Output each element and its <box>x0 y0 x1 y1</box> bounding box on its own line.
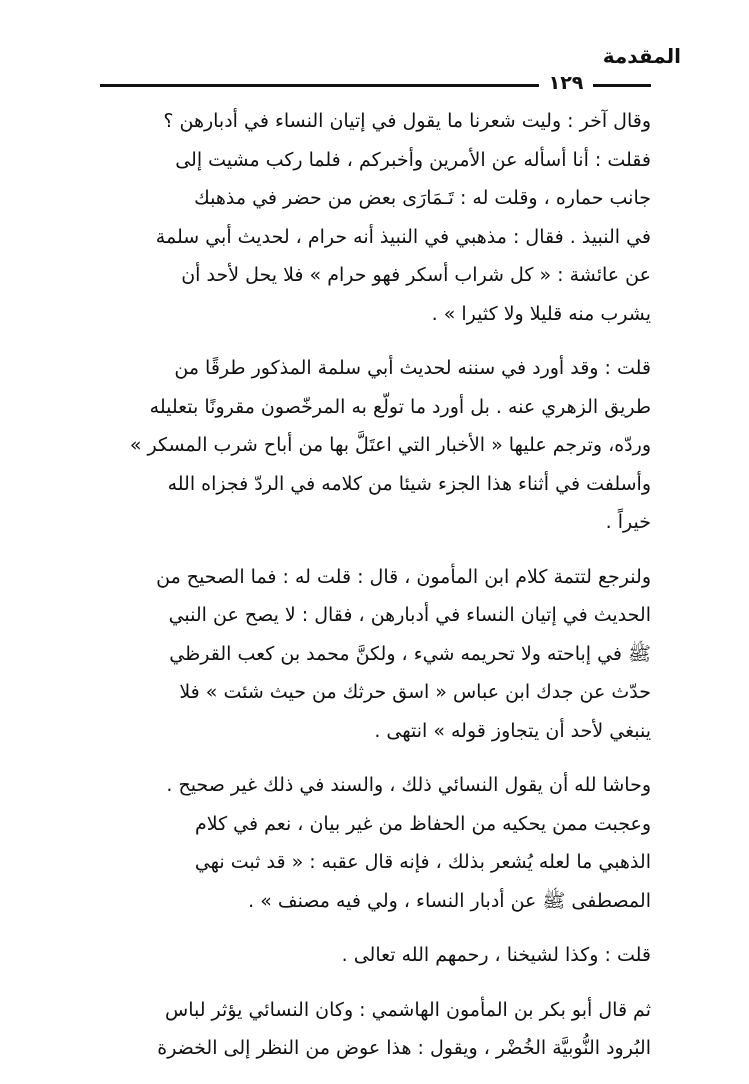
text-line: جانب حماره ، وقلت له : تَـمَارَى بعض من حضر في مذهبك <box>194 187 651 209</box>
text-line: قلت : وقد أورد في سننه لحديث أبي سلمة المذكور طرقًا من <box>174 357 651 379</box>
header-rule-left-line <box>100 84 539 87</box>
text-line: الحديث في إتيان النساء في أدبارهن ، فقال : لا يصح عن النبي <box>168 604 651 626</box>
text-line: وأسلفت في أثناء هذا الجزء شيئا من كلامه في الردّ فجزاه الله <box>167 472 651 495</box>
text-line: فقلت : أنا أسأله عن الأمرين وأخبركم ، فلما ركب مشيت إلى <box>175 148 651 171</box>
paragraph <box>101 349 651 542</box>
text-line: وعجبت ممن يحكيه من الحفاظ من غير بيان ، نعم في كلام <box>195 812 651 835</box>
text-line: في النبيذ . فقال : مذهبي في النبيذ أنه حرام ، لحديث أبي سلمة <box>155 225 651 248</box>
text-line: وقال آخر : وليت شعرنا ما يقول في إتيان النساء في أدبارهن ؟ <box>163 110 651 132</box>
text-line: ولنرجع لتتمة كلام ابن المأمون ، قال : قلت له : فما الصحيح من <box>156 565 651 588</box>
text-line: ﷺ في إباحته ولا تحريمه شيء ، ولكنَّ محمد بن كعب القرظي <box>169 642 651 665</box>
header-rule <box>100 74 651 96</box>
page-number: ١٢٩ <box>548 72 584 94</box>
paragraph <box>101 766 651 920</box>
text-line: عن عائشة : « كل شراب أسكر فهو حرام » فلا يحل لأحد أن <box>181 264 651 286</box>
paragraph <box>101 558 651 751</box>
text-line: وردّه، وترجم عليها « الأخبار التي اعتَلَّ بها من أباح شرب المسكر » <box>129 434 651 456</box>
paragraph <box>101 102 651 333</box>
text-line: ينبغي لأحد أن يتجاوز قوله » انتهى . <box>374 719 651 742</box>
text-line: خيراً . <box>605 511 651 533</box>
running-header-title: المقدمة <box>602 44 681 68</box>
body-text <box>101 102 651 1084</box>
text-line: المصطفى ﷺ عن أدبار النساء ، ولي فيه مصنف » . <box>248 889 651 912</box>
text-line: الذهبي ما لعله يُشعر بذلك ، فإنه قال عقبه : « قد ثبت نهي <box>194 851 651 873</box>
paragraph <box>101 991 651 1068</box>
text-line: حدّث عن جدك ابن عباس « اسق حرثك من حيث شئت » فلا <box>179 681 651 703</box>
text-line: قلت : وكذا لشيخنا ، رحمهم الله تعالى . <box>341 944 651 966</box>
text-line: يشرب منه قليلا ولا كثيرا » . <box>431 302 651 325</box>
text-line: طريق الزهري عنه . بل أورد ما تولّع به المرخّصون مقرونًا بتعليله <box>149 395 651 418</box>
text-line: البُرود النُّوبيَّة الخُضْر ، ويقول : هذا عوض من النظر إلى الخضرة <box>157 1037 651 1059</box>
header-rule-right-line <box>593 84 651 87</box>
text-line: وحاشا لله أن يقول النسائي ذلك ، والسند في ذلك غير صحيح . <box>166 774 651 796</box>
paragraph <box>101 936 651 975</box>
text-line: ثم قال أبو بكر بن المأمون الهاشمي : وكان النسائي يؤثر لباس <box>165 998 651 1021</box>
